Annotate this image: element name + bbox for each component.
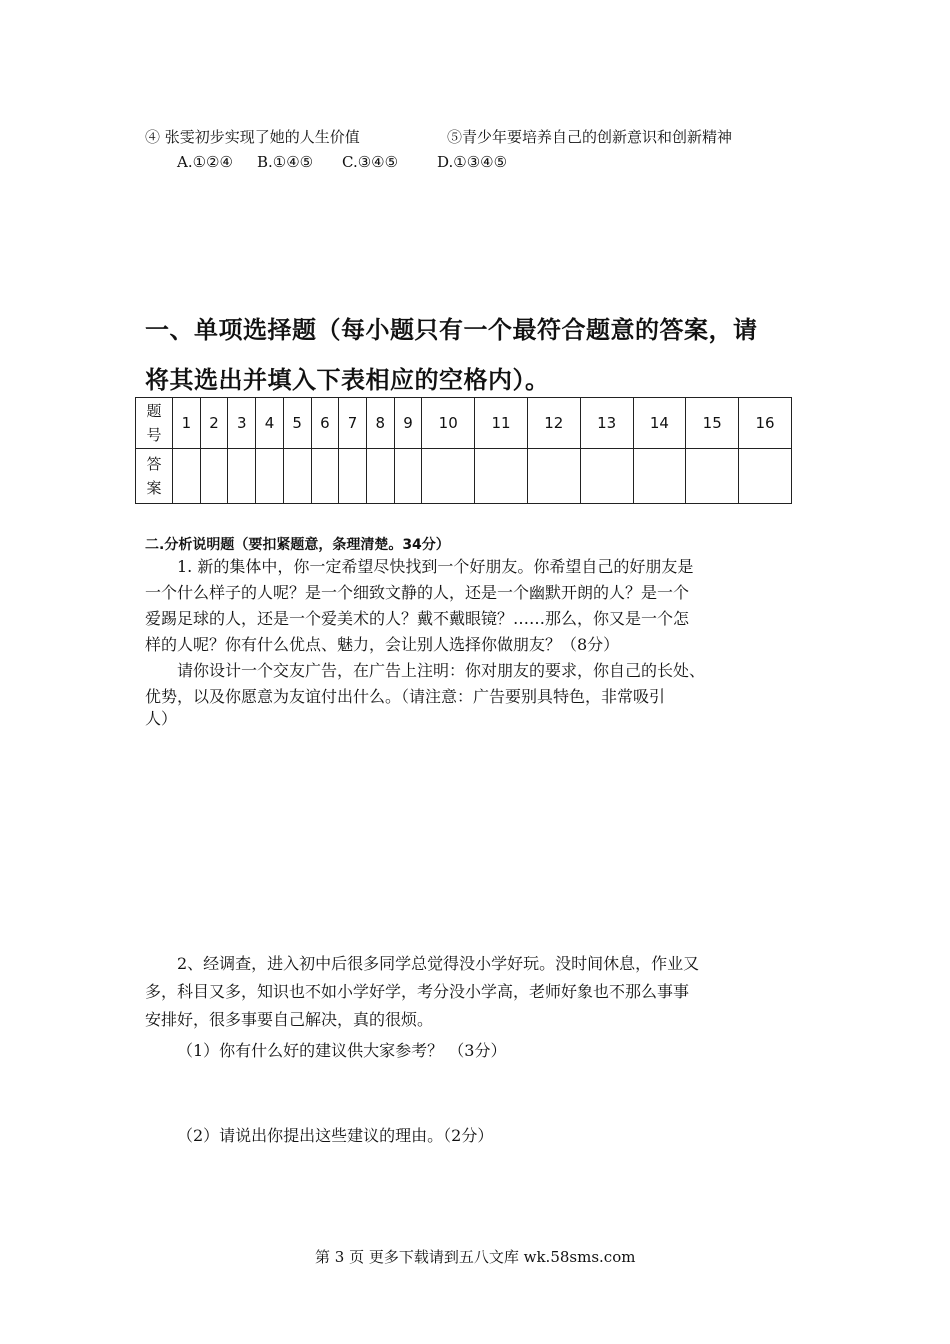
q1-line: 人） (145, 709, 178, 728)
answer-cell[interactable] (200, 449, 228, 504)
row-label-number (136, 398, 173, 449)
q2-line: 2、经调查，进入初中后很多同学总觉得没小学好玩。没时间休息，作业又 (177, 954, 700, 973)
answer-cell[interactable] (422, 449, 475, 504)
row-label-char: 题 (146, 402, 162, 420)
row-label-char: 答 (146, 455, 162, 473)
number-cell: 5 (283, 398, 311, 449)
q1-line: 爱踢足球的人，还是一个爱美术的人？戴不戴眼镜？……那么，你又是一个怎 (145, 609, 690, 628)
row-label-char: 号 (146, 426, 162, 444)
number-cell: 6 (311, 398, 339, 449)
page-footer: 第 3 页 更多下载请到五八文库 wk.58sms.com (315, 1248, 636, 1266)
number-cell: 2 (200, 398, 228, 449)
answer-cell[interactable] (339, 449, 367, 504)
number-cell: 1 (173, 398, 201, 449)
number-cell: 15 (686, 398, 739, 449)
number-cell: 11 (475, 398, 528, 449)
q1-line: 1. 新的集体中，你一定希望尽快找到一个好朋友。你希望自己的好朋友是 (177, 557, 694, 576)
option-c: C.③④⑤ (342, 153, 399, 171)
answer-cell[interactable] (173, 449, 201, 504)
answer-cell[interactable] (739, 449, 792, 504)
q1-line: 优势，以及你愿意为友谊付出什么。（请注意：广告要别具特色，非常吸引 (145, 687, 666, 706)
q1-line: 样的人呢？你有什么优点、魅力，会让别人选择你做朋友？（8分） (145, 635, 620, 654)
option-b: B.①④⑤ (257, 153, 314, 171)
section1-heading-line1: 一、单项选择题（每小题只有一个最符合题意的答案，请 (145, 316, 758, 344)
option-d: D.①③④⑤ (437, 153, 508, 171)
number-cell: 13 (580, 398, 633, 449)
number-cell: 7 (339, 398, 367, 449)
answer-cell[interactable] (366, 449, 394, 504)
number-cell: 16 (739, 398, 792, 449)
row-label-char: 案 (146, 479, 162, 497)
option-a: A.①②④ (177, 153, 233, 171)
statement-5: ⑤青少年要培养自己的创新意识和创新精神 (447, 128, 733, 146)
answer-cell[interactable] (283, 449, 311, 504)
q2-line: 安排好，很多事要自己解决，真的很烦。 (145, 1010, 434, 1029)
row-label-answer (136, 449, 173, 504)
answer-cell[interactable] (580, 449, 633, 504)
answer-cell[interactable] (228, 449, 256, 504)
q2-line: 多，科目又多，知识也不如小学好学，考分没小学高，老师好象也不那么事事 (145, 982, 690, 1001)
section2-heading: 二.分析说明题（要扣紧题意，条理清楚。34分） (145, 537, 450, 553)
number-cell: 12 (527, 398, 580, 449)
answer-cell[interactable] (394, 449, 422, 504)
section1-heading-line2: 将其选出并填入下表相应的空格内）。 (145, 366, 550, 394)
q1-line: 请你设计一个交友广告，在广告上注明：你对朋友的要求，你自己的长处、 (177, 661, 706, 680)
answer-cell[interactable] (311, 449, 339, 504)
answer-cell[interactable] (256, 449, 284, 504)
answer-cell[interactable] (475, 449, 528, 504)
answer-table (135, 397, 792, 504)
number-cell: 4 (256, 398, 284, 449)
number-cell: 8 (366, 398, 394, 449)
number-cell: 14 (633, 398, 686, 449)
q1-line: 一个什么样子的人呢？是一个细致文静的人，还是一个幽默开朗的人？是一个 (145, 583, 690, 602)
answer-cell[interactable] (527, 449, 580, 504)
table-row-answers (136, 449, 792, 504)
number-cell: 3 (228, 398, 256, 449)
q2-sub1: （1）你有什么好的建议供大家参考？ （3分） (177, 1041, 507, 1060)
answer-cell[interactable] (633, 449, 686, 504)
table-row-numbers (136, 398, 792, 449)
number-cell: 9 (394, 398, 422, 449)
answer-cell[interactable] (686, 449, 739, 504)
q2-sub2: （2）请说出你提出这些建议的理由。（2分） (177, 1126, 494, 1145)
number-cell: 10 (422, 398, 475, 449)
statement-4: ④ 张雯初步实现了她的人生价值 (145, 128, 360, 146)
